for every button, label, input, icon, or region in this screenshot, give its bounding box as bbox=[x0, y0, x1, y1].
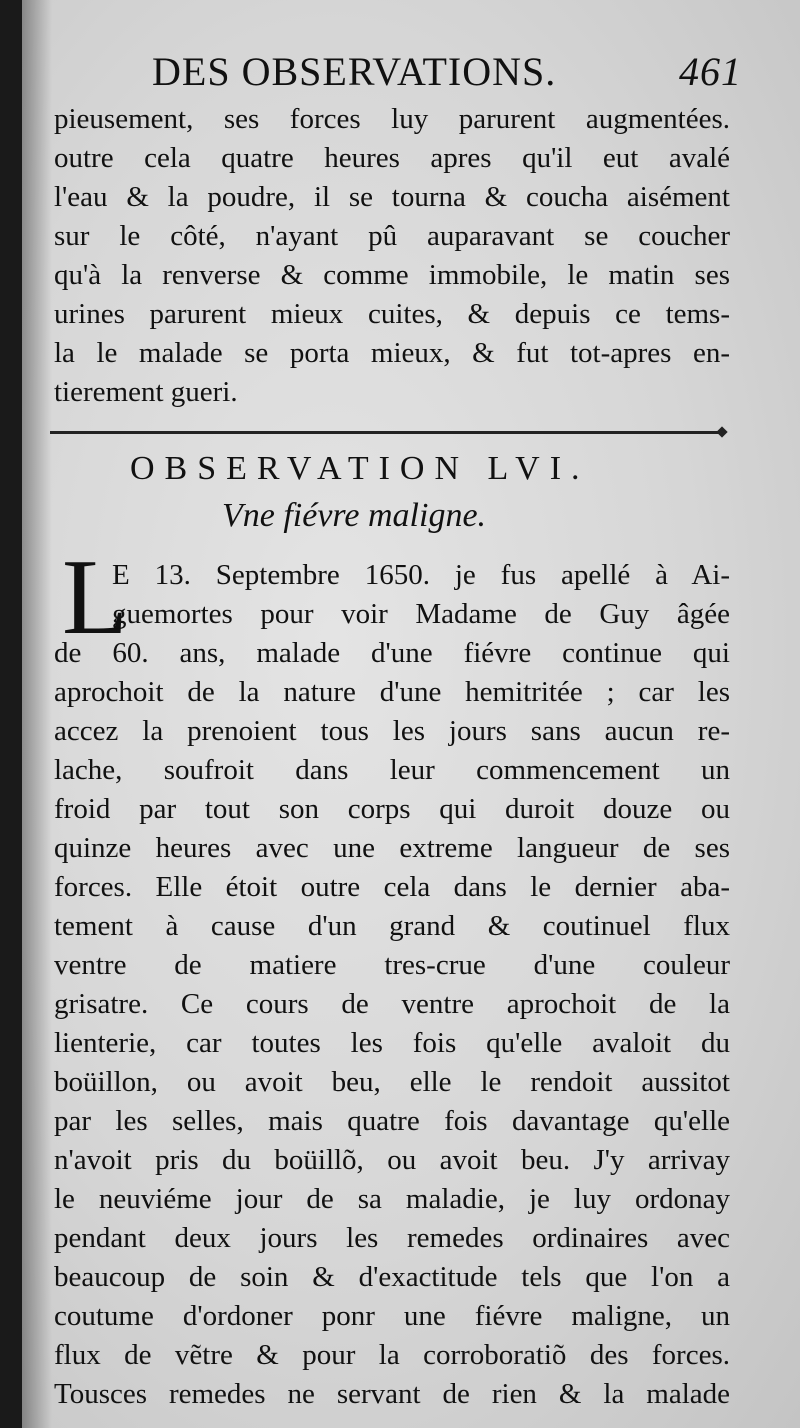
text-line: tierement gueri. bbox=[54, 376, 238, 408]
text-line: de 60. ans, malade d'une fiévre continue qui bbox=[54, 637, 730, 669]
text-line: pieusement, ses forces luy parurent augmentées. bbox=[54, 103, 730, 135]
text-line: n'avoit pris du boüillõ, ou avoit beu. J'y arrivay bbox=[54, 1144, 730, 1176]
text-line: lache, soufroit dans leur commencement un bbox=[54, 754, 730, 786]
text-line: beaucoup de soin & d'exactitude tels que l'on a bbox=[54, 1261, 730, 1293]
text-line: coutume d'ordoner ponr une fiévre maligne, un bbox=[54, 1300, 730, 1332]
text-line: outre cela quatre heures apres qu'il eut avalé bbox=[54, 142, 730, 174]
text-line: Tousces remedes ne servant de rien & la malade bbox=[54, 1378, 730, 1410]
section-divider bbox=[50, 431, 722, 434]
text-line: boüillon, ou avoit beu, elle le rendoit aussitot bbox=[54, 1066, 730, 1098]
text-line: tement à cause d'un grand & coutinuel flux bbox=[54, 910, 730, 942]
observation-subtitle: Vne fiévre maligne. bbox=[222, 497, 487, 534]
book-page bbox=[22, 0, 800, 1428]
text-line: le neuviéme jour de sa maladie, je luy ordonay bbox=[54, 1183, 730, 1215]
text-line: la le malade se porta mieux, & fut tot-apres en- bbox=[54, 337, 730, 369]
text-line: qu'à la renverse & comme immobile, le matin ses bbox=[54, 259, 730, 291]
text-line: E 13. Septembre 1650. je fus apellé à Ai- bbox=[112, 559, 730, 591]
text-line: lienterie, car toutes les fois qu'elle avaloit du bbox=[54, 1027, 730, 1059]
text-line: guemortes pour voir Madame de Guy âgée bbox=[112, 598, 730, 630]
text-line: pendant deux jours les remedes ordinaires avec bbox=[54, 1222, 730, 1254]
drop-cap: L bbox=[62, 538, 128, 657]
text-line: aprochoit de la nature d'une hemitritée ; car les bbox=[54, 676, 730, 708]
text-line: accez la prenoient tous les jours sans aucun re- bbox=[54, 715, 730, 747]
page-number: 461 bbox=[679, 49, 742, 94]
text-line: par les selles, mais quatre fois davantage qu'elle bbox=[54, 1105, 730, 1137]
text-line: l'eau & la poudre, il se tourna & coucha aisément bbox=[54, 181, 730, 213]
text-line: grisatre. Ce cours de ventre aprochoit de la bbox=[54, 988, 730, 1020]
continuation-paragraph bbox=[54, 100, 730, 412]
text-line: forces. Elle étoit outre cela dans le dernier aba- bbox=[54, 871, 730, 903]
text-line: quinze heures avec une extreme langueur de ses bbox=[54, 832, 730, 864]
text-line: urines parurent mieux cuites, & depuis ce tems- bbox=[54, 298, 730, 330]
observation-heading: OBSERVATION LVI. bbox=[130, 450, 590, 487]
text-line: flux de vẽtre & pour la corroboratiõ des forces. bbox=[54, 1339, 730, 1371]
running-head bbox=[152, 48, 742, 98]
running-title: DES OBSERVATIONS. bbox=[152, 49, 557, 94]
observation-paragraph bbox=[54, 556, 730, 1414]
text-line: froid par tout son corps qui duroit douze ou bbox=[54, 793, 730, 825]
text-line: ventre de matiere tres-crue d'une couleur bbox=[54, 949, 730, 981]
text-line: sur le côté, n'ayant pû auparavant se coucher bbox=[54, 220, 730, 252]
